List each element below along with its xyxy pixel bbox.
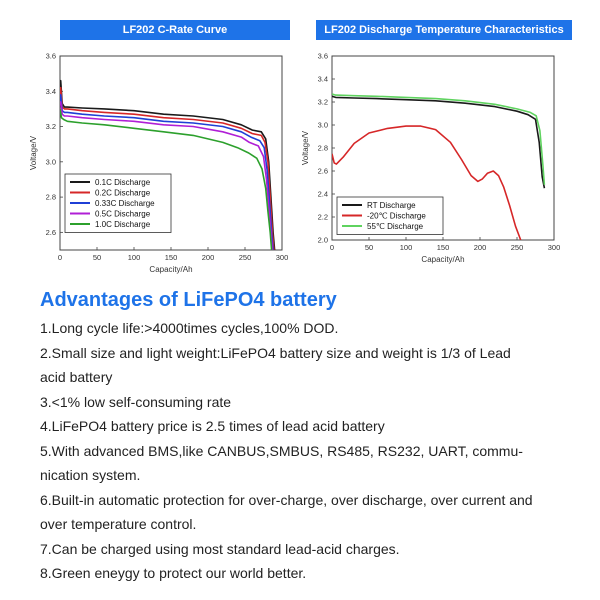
temperature-y-tick-label: 2.6 <box>317 166 328 176</box>
advantage-line: 5.With advanced BMS,like CANBUS,SMBUS, RS485, RS232, UART, commu- <box>40 442 523 459</box>
c-rate-legend-label: 0.2C Discharge <box>95 188 151 198</box>
advantage-line: nication system. <box>40 467 141 483</box>
temperature-y-tick-label: 3.2 <box>317 97 328 107</box>
temperature-y-tick-label: 2.4 <box>317 189 328 199</box>
temperature-chart-panel <box>301 20 576 272</box>
temperature-chart <box>301 20 576 272</box>
temperature-x-axis-label: Capacity/Ah <box>421 255 465 264</box>
temperature-y-axis-label: Voltage/V <box>301 130 310 166</box>
advantage-line: acid battery <box>40 369 113 385</box>
c-rate-x-tick-label: 100 <box>127 253 141 262</box>
c-rate-y-tick-label: 3.4 <box>45 86 56 96</box>
temperature-y-tick-label: 2.8 <box>317 143 328 153</box>
c-rate-x-tick-label: 150 <box>164 253 178 262</box>
advantage-line: 2.Small size and light weight:LiFePO4 battery size and weight is 1/3 of Lead <box>40 344 511 361</box>
advantage-line: 3.<1% low self-consuming rate <box>40 393 232 410</box>
temperature-x-tick-label: 150 <box>436 243 450 252</box>
temperature-chart-title: LF202 Discharge Temperature Characteristics <box>316 20 572 40</box>
c-rate-y-tick-label: 2.6 <box>45 227 56 237</box>
c-rate-legend-label: 1.0C Discharge <box>95 220 151 229</box>
c-rate-x-tick-label: 0 <box>57 253 63 262</box>
c-rate-y-tick-label: 3.6 <box>45 51 56 61</box>
c-rate-legend-label: 0.5C Discharge <box>95 209 151 219</box>
c-rate-chart-panel <box>24 20 294 272</box>
c-rate-x-tick-label: 250 <box>238 253 252 262</box>
temperature-y-tick-label: 2.0 <box>317 235 328 245</box>
temperature-legend-label: RT Discharge <box>367 201 416 210</box>
temperature-x-tick-label: 300 <box>547 243 561 252</box>
advantage-line: 6.Built-in automatic protection for over-charge, over discharge, over current and <box>40 491 533 508</box>
temperature-x-tick-label: 0 <box>329 243 335 252</box>
advantages-list <box>40 316 570 586</box>
temperature-y-tick-label: 3.4 <box>317 74 328 84</box>
c-rate-y-axis-label: Voltage/V <box>29 135 38 171</box>
temperature-y-tick-label: 2.2 <box>317 212 328 222</box>
advantage-line: 7.Can be charged using most standard lead-acid charges. <box>40 540 400 557</box>
c-rate-legend-label: 0.33C Discharge <box>95 199 155 208</box>
temperature-y-tick-label: 3.0 <box>317 120 328 130</box>
temperature-legend-label: 55℃ Discharge <box>367 222 424 231</box>
temperature-y-tick-label: 3.6 <box>317 51 328 61</box>
advantage-line: 4.LiFePO4 battery price is 2.5 times of lead acid battery <box>40 418 385 434</box>
c-rate-x-axis-label: Capacity/Ah <box>149 265 193 274</box>
advantage-line: over temperature control. <box>40 516 197 532</box>
c-rate-chart <box>24 20 294 272</box>
c-rate-x-tick-label: 50 <box>92 253 102 262</box>
temperature-legend-label: -20℃ Discharge <box>367 211 426 221</box>
advantages-heading: Advantages of LiFePO4 battery <box>40 289 337 311</box>
c-rate-y-tick-label: 2.8 <box>45 192 56 202</box>
c-rate-y-tick-label: 3.2 <box>45 122 56 132</box>
temperature-x-tick-label: 250 <box>510 243 524 252</box>
temperature-x-tick-label: 100 <box>399 243 413 252</box>
temperature-x-tick-label: 200 <box>473 243 487 252</box>
c-rate-legend-label: 0.1C Discharge <box>95 178 151 187</box>
advantage-line: 1.Long cycle life:>4000times cycles,100% DOD. <box>40 320 339 336</box>
c-rate-chart-title: LF202 C-Rate Curve <box>60 20 290 40</box>
temperature-x-tick-label: 50 <box>364 243 374 252</box>
c-rate-y-tick-label: 3.0 <box>45 157 56 167</box>
c-rate-x-tick-label: 300 <box>275 253 289 262</box>
c-rate-x-tick-label: 200 <box>201 253 215 262</box>
advantage-line: 8.Green eneygy to protect our world better. <box>40 565 307 581</box>
advantages-section <box>40 286 570 586</box>
